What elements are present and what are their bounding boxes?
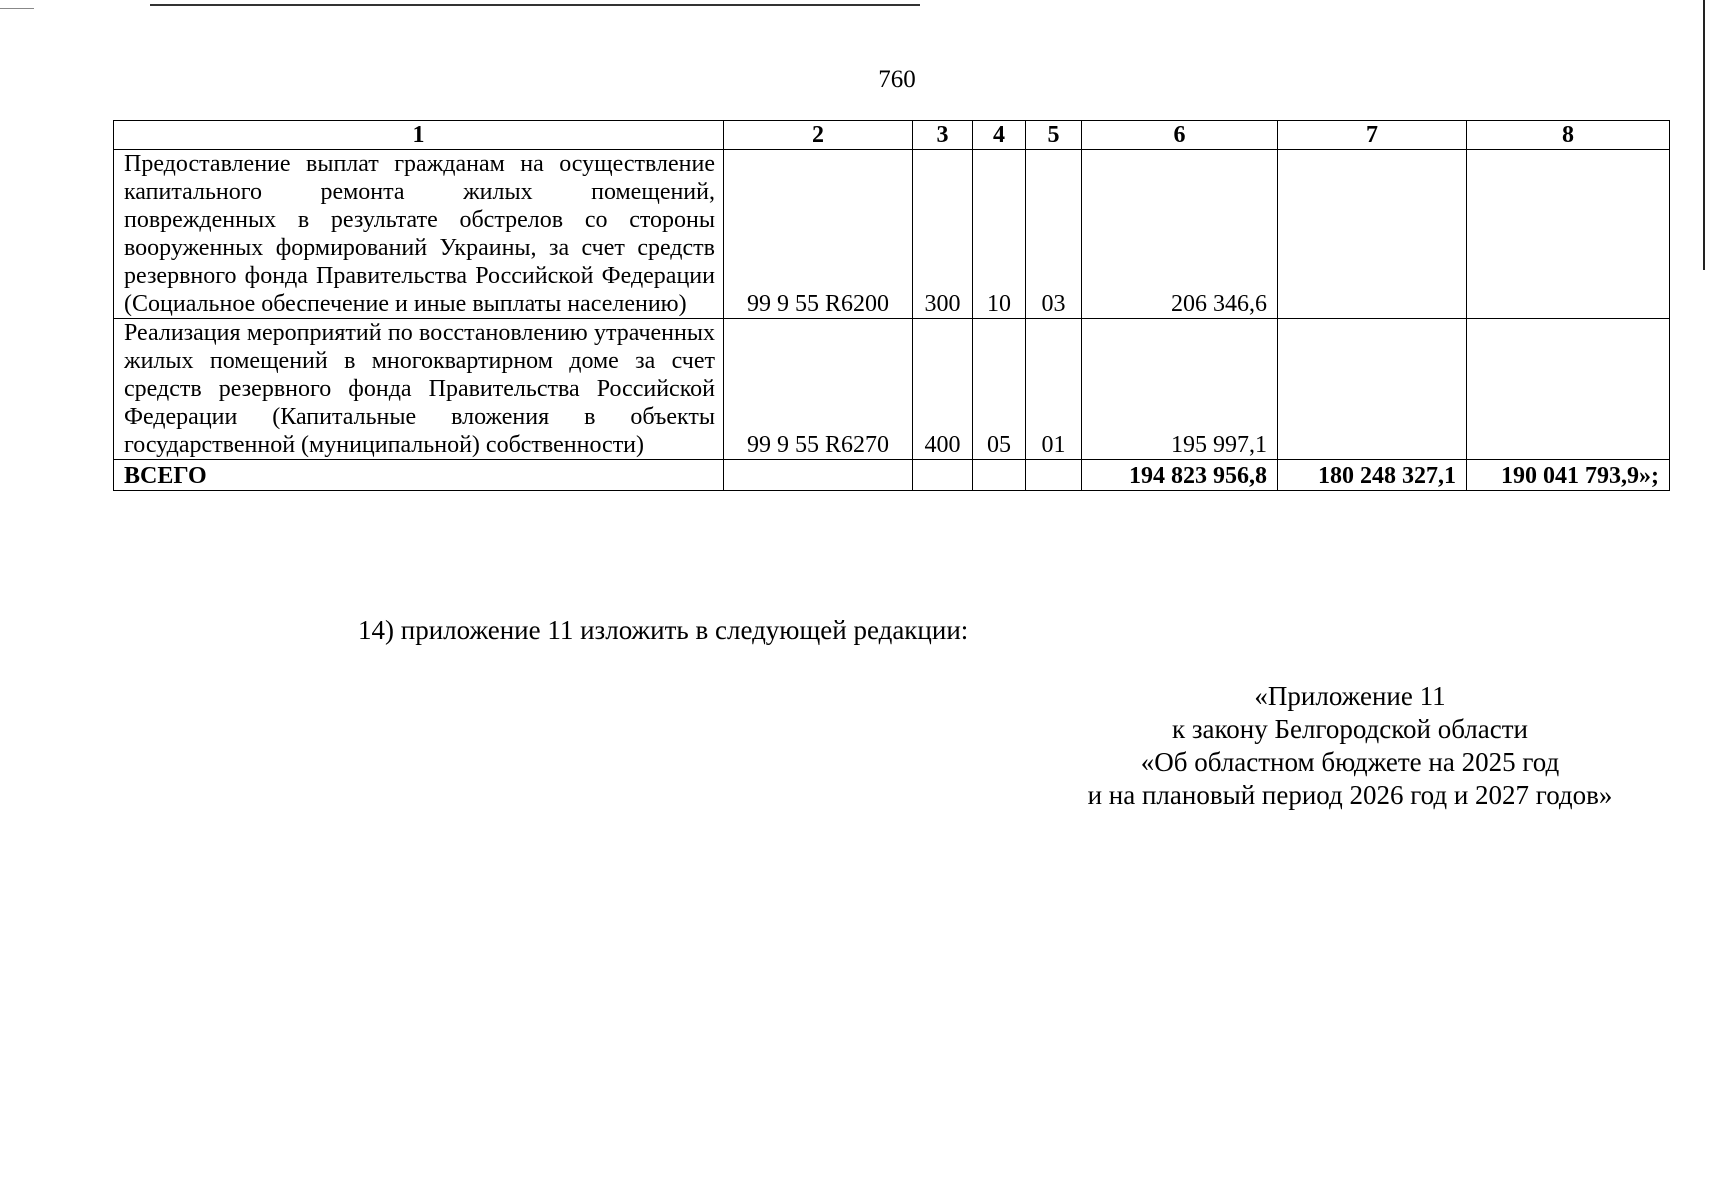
empty-cell: [724, 460, 913, 491]
empty-cell: [973, 460, 1026, 491]
amount-2027-cell: [1467, 150, 1670, 319]
scan-edge-line: [0, 8, 34, 9]
empty-cell: [1026, 460, 1082, 491]
column-header: 4: [973, 121, 1026, 150]
total-2026-cell: 180 248 327,1: [1278, 460, 1467, 491]
appendix-heading: [1060, 680, 1640, 812]
total-row: [114, 460, 1670, 491]
expense-type-cell: 300: [913, 150, 973, 319]
column-header: 7: [1278, 121, 1467, 150]
page-number: 760: [878, 66, 916, 93]
amount-2025-cell: 206 346,6: [1082, 150, 1278, 319]
target-article-cell: 99 9 55 R6270: [724, 319, 913, 460]
column-header: 2: [724, 121, 913, 150]
target-article-cell: 99 9 55 R6200: [724, 150, 913, 319]
empty-cell: [913, 460, 973, 491]
section-cell: 05: [973, 319, 1026, 460]
table-row: [114, 150, 1670, 319]
subsection-cell: 03: [1026, 150, 1082, 319]
column-header: 6: [1082, 121, 1278, 150]
appendix-heading-line: и на плановый период 2026 год и 2027 годов»: [1087, 780, 1613, 810]
subsection-cell: 01: [1026, 319, 1082, 460]
column-header: 8: [1467, 121, 1670, 150]
total-2027-cell: 190 041 793,9»;: [1467, 460, 1670, 491]
scan-edge-line: [150, 4, 920, 6]
appendix-heading-line: «Об областном бюджете на 2025 год: [1140, 747, 1560, 777]
column-header: 3: [913, 121, 973, 150]
amendment-instruction: 14) приложение 11 изложить в следующей редакции:: [358, 615, 969, 645]
amount-2026-cell: [1278, 319, 1467, 460]
budget-table: [113, 120, 1670, 491]
column-header: 5: [1026, 121, 1082, 150]
appendix-heading-line: к закону Белгородской области: [1172, 714, 1528, 744]
expense-name-cell: Предоставление выплат гражданам на осуществление капитального ремонта жилых помещений, поврежденных в результате обстрелов со стороны вооруженных формирований Украины, за счет средств резервного фонда Правительства Российской Федерации (Социальное обеспечение и иные выплаты населению): [114, 150, 724, 319]
table-header-row: [114, 121, 1670, 150]
expense-type-cell: 400: [913, 319, 973, 460]
total-2025-cell: 194 823 956,8: [1082, 460, 1278, 491]
amount-2025-cell: 195 997,1: [1082, 319, 1278, 460]
scan-edge-line: [1703, 0, 1705, 270]
amount-2027-cell: [1467, 319, 1670, 460]
section-cell: 10: [973, 150, 1026, 319]
table-row: [114, 319, 1670, 460]
total-label: ВСЕГО: [114, 460, 724, 491]
expense-name-cell: Реализация мероприятий по восстановлению утраченных жилых помещений в многоквартирном доме за счет средств резервного фонда Правительства Российской Федерации (Капитальные вложения в объекты государственной (муниципальной) собственности): [114, 319, 724, 460]
amount-2026-cell: [1278, 150, 1467, 319]
appendix-heading-line: «Приложение 11: [1254, 681, 1446, 711]
column-header: 1: [114, 121, 724, 150]
